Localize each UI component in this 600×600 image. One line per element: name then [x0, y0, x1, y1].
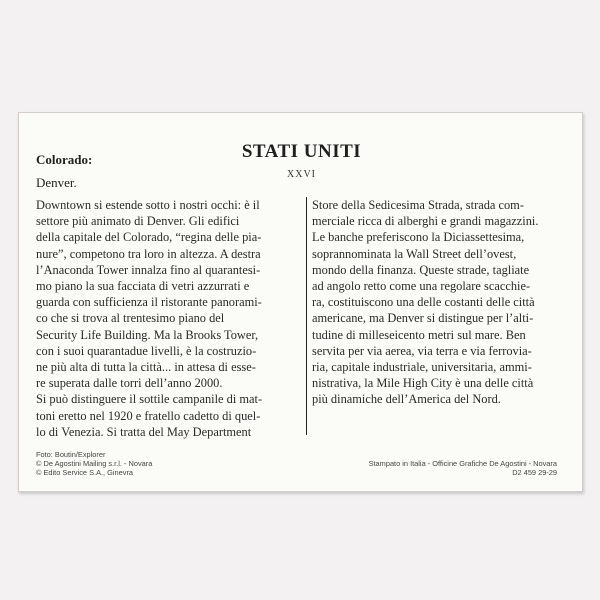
- text-line: ne più alta di tutta la città... in attesa di esse-: [36, 360, 256, 375]
- text-line: della capitale del Colorado, “regina delle pia-: [36, 230, 262, 245]
- text-line: ad angolo retto come una regolare scacchie-: [312, 279, 531, 294]
- text-line: Le banche preferiscono la Diciassettesima,: [312, 230, 525, 245]
- city-name: Denver.: [36, 175, 77, 190]
- text-line: toni eretto nel 1920 e fratello cadetto di quel-: [36, 408, 261, 423]
- info-card: [18, 112, 583, 492]
- text-line: Downtown si estende sotto i nostri occhi: è il: [36, 198, 260, 212]
- text-line: più dinamiche dell’America del Nord.: [312, 392, 501, 407]
- column-divider: [306, 197, 307, 435]
- text-line: con i suoi quarantadue livelli, è la costruzio-: [36, 343, 257, 358]
- text-line: mo piano la sua facciata di vetri azzurrati e: [36, 279, 250, 294]
- copyright-line: © De Agostini Mailing s.r.l. - Novara: [36, 459, 153, 468]
- printer-note: Stampato in Italia - Officine Grafiche De Agostini - Novara: [368, 459, 557, 468]
- card-title: STATI UNITI: [241, 141, 362, 162]
- text-column-right: [312, 197, 578, 408]
- plate-number: XXVI: [287, 169, 316, 180]
- text-line: Si può distinguere il sottile campanile di mat-: [36, 392, 263, 407]
- text-line: servita per via aerea, via terra e via ferrovia-: [312, 343, 532, 358]
- text-line: guarda con sufficienza il ristorante panorami-: [36, 295, 262, 310]
- text-line: nure”, competono tra loro in altezza. A destra: [36, 246, 261, 261]
- text-line: co che si trova al trentesimo piano del: [36, 311, 225, 326]
- text-line: ria, capitale industriale, universitaria, ammi-: [312, 360, 532, 375]
- text-column-left: [36, 197, 300, 440]
- text-line: americane, ma Denver si distingue per l’alti-: [312, 311, 534, 326]
- text-line: Security Life Building. Ma la Brooks Tower,: [36, 327, 259, 342]
- text-line: ra, costituiscono una delle costanti delle città: [312, 295, 535, 310]
- text-line: re superata dalle torri dell’anno 2000.: [36, 376, 223, 391]
- text-line: settore più animato di Denver. Gli edifici: [36, 214, 240, 229]
- region-heading: Colorado:: [36, 152, 93, 167]
- text-line: soprannominata la Wall Street dell’ovest,: [312, 246, 517, 261]
- text-line: merciale ricca di alberghi e grandi magazzini.: [312, 214, 539, 229]
- text-line: Store della Sedicesima Strada, strada com-: [312, 198, 524, 212]
- text-line: lo di Venezia. Si tratta del May Department: [36, 424, 252, 439]
- text-line: tudine di milleseicento metri sul mare. Ben: [312, 327, 526, 342]
- text-line: nistrativa, la Mile High City è una delle città: [312, 376, 534, 391]
- text-line: l’Anaconda Tower innalza fino al quarantesi-: [36, 262, 261, 277]
- text-line: mondo della finanza. Queste strade, tagliate: [312, 262, 530, 277]
- product-code: D2 459 29-29: [512, 468, 557, 477]
- copyright-line: © Edito Service S.A., Ginevra: [36, 468, 134, 477]
- photo-credit: Foto: Boutin/Explorer: [36, 450, 106, 459]
